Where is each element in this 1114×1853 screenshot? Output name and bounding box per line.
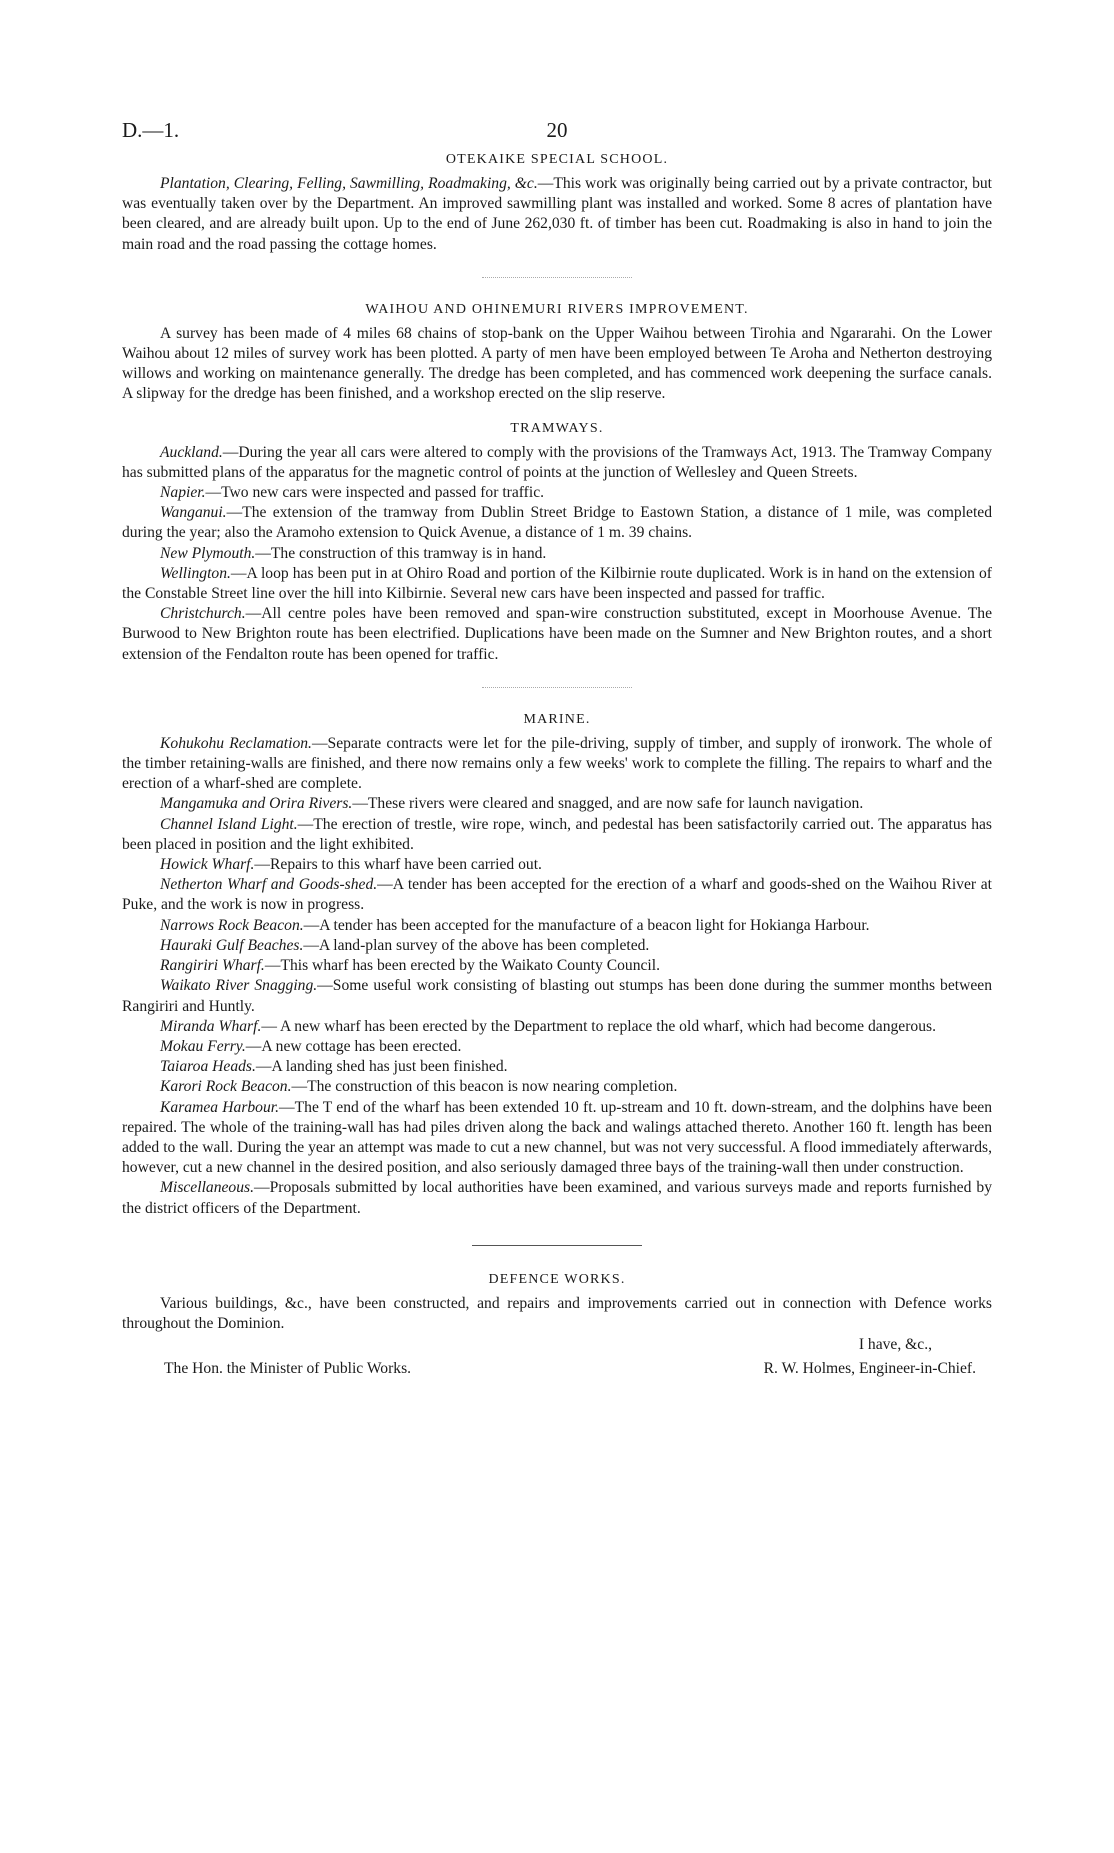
document-reference: D.—1. [122, 118, 180, 142]
paragraph-text: —This wharf has been erected by the Waikato County Council. [264, 957, 660, 975]
paragraph [122, 174, 992, 255]
paragraph-lead: Karamea Harbour. [160, 1098, 280, 1116]
paragraph-netherton [122, 875, 992, 915]
paragraph: Various buildings, &c., have been constructed, and repairs and improvements carried out in connection with Defence works throughout the Dominion. [122, 1294, 992, 1332]
signatory: R. W. Holmes, Engineer-in-Chief. [763, 1360, 976, 1378]
paragraph-text: —Two new cars were inspected and passed for traffic. [205, 484, 545, 502]
paragraph-text: —The extension of the tramway from Dublin Street Bridge to Eastown Station, a distance of 1 mile, was completed during the year; also the Aramoho extension to Quick Avenue, a distance of 1 m. 39 chains. [122, 504, 992, 542]
paragraph-lead: Karori Rock Beacon. [160, 1078, 292, 1096]
paragraph-text: —These rivers were cleared and snagged, and are now safe for launch navigation. [352, 795, 864, 813]
paragraph-rangiriri [122, 956, 992, 976]
paragraph-miscellaneous [122, 1178, 992, 1218]
paragraph-lead: Miscellaneous. [160, 1179, 254, 1197]
paragraph-lead: Napier. [160, 484, 206, 502]
paragraph-waikato [122, 976, 992, 1016]
paragraph-lead: Mangamuka and Orira Rivers. [160, 795, 353, 813]
paragraph-taiaroa [122, 1057, 992, 1077]
paragraph-lead: New Plymouth. [160, 544, 256, 562]
paragraph-text: —The T end of the wharf has been extended 10 ft. up-stream and 10 ft. down-stream, and the dolphins have been repaired. The whole of the training-wall has had piles driven along the back and walings attached thereto. Another 160 ft. length has been added to the wall. During the year an attempt was made to cut a new channel, but was not very successful. A flood immediately afterwards, however, cut a new channel in the desired position, and also seriously damaged three bays of the training-wall then under construction. [122, 1098, 993, 1177]
document-page [122, 118, 992, 1382]
paragraph-lead: Wanganui. [160, 504, 227, 522]
paragraph-text: —The construction of this beacon is now nearing completion. [291, 1078, 678, 1096]
paragraph-text: —Some useful work consisting of blasting out stumps has been done during the summer months between Rangiriri and Huntly. [122, 977, 992, 1015]
paragraph-napier [122, 483, 992, 503]
section-divider [472, 1245, 642, 1246]
paragraph-lead: Hauraki Gulf Beaches. [160, 936, 304, 954]
paragraph-lead: Mokau Ferry. [160, 1037, 246, 1055]
section-title: WAIHOU AND OHINEMURI RIVERS IMPROVEMENT. [365, 301, 749, 317]
paragraph-narrows [122, 916, 992, 936]
paragraph-wellington [122, 564, 992, 604]
section-divider [482, 277, 632, 278]
section-defence [122, 1272, 992, 1334]
paragraph-text: —A tender has been accepted for the erection of a wharf and goods-shed on the Waihou River at Puke, and the work is now in progress. [122, 876, 992, 914]
section-title: TRAMWAYS. [510, 420, 604, 436]
paragraph-mangamuka [122, 794, 992, 814]
paragraph-lead: Kohukohu Reclamation. [160, 734, 312, 752]
paragraph-auckland [122, 443, 992, 483]
paragraph-kohukohu [122, 734, 992, 795]
paragraph-text: —The construction of this tramway is in hand. [255, 544, 547, 562]
closing-block [122, 1336, 992, 1382]
paragraph-new-plymouth [122, 544, 992, 564]
paragraph-text: —The erection of trestle, wire rope, winch, and pedestal has been satisfactorily carried out. The apparatus has been placed in position and the light exhibited. [122, 815, 992, 853]
paragraph-lead: Rangiriri Wharf. [160, 957, 265, 975]
paragraph-text: —A landing shed has just been finished. [255, 1058, 508, 1076]
paragraph-lead: Channel Island Light. [160, 815, 298, 833]
paragraph-text: —Proposals submitted by local authorities have been examined, and various surveys made and reports furnished by the district officers of the Department. [122, 1179, 992, 1217]
paragraph-lead: Taiaroa Heads. [160, 1058, 256, 1076]
paragraph-text: —This work was originally being carried out by a private contractor, but was eventually taken over by the Department. An improved sawmilling plant was installed and worked. Some 8 acres of plantation have been cleared, and are already built upon. Up to the end of June 262,030 ft. of timber has been cut. Roadmaking is also in hand to join the main road and the road passing the cottage homes. [122, 175, 992, 253]
paragraph-lead: Narrows Rock Beacon. [160, 916, 304, 934]
section-marine [122, 712, 992, 1219]
paragraph-lead: Miranda Wharf. [160, 1017, 262, 1035]
page-header [122, 118, 992, 152]
paragraph-lead: Auckland. [160, 443, 223, 461]
paragraph-mokau [122, 1037, 992, 1057]
paragraph-hauraki [122, 936, 992, 956]
paragraph-text: —A loop has been put in at Ohiro Road and portion of the Kilbirnie route duplicated. Work is in hand on the extension of the Constable Street line over the hill into Kilbirnie. Several new cars have been inspected and passed for traffic. [122, 564, 992, 603]
paragraph-text: —All centre poles have been removed and span-wire construction substituted, except in Moorhouse Avenue. The Burwood to New Brighton route has been electrified. Duplications have been made on the Sumner and New Brighton routes, and a short extension of the Fendalton route has been opened for traffic. [122, 605, 992, 663]
paragraph-lead: Howick Wharf. [160, 856, 255, 874]
paragraph-lead: Waikato River Snagging. [160, 977, 318, 995]
paragraph: A survey has been made of 4 miles 68 chains of stop-bank on the Upper Waihou between Tirohia and Ngararahi. On the Lower Waihou about 12 miles of survey work has been plotted. A party of men have been employed between Te Aroha and Netherton destroying willows and working on maintenance generally. The dredge has been completed, and has commenced work deepening the surface canals. A slipway for the dredge has been finished, and a workshop erected on the slip reserve. [122, 324, 992, 403]
section-waihou [122, 302, 992, 405]
paragraph-text: —Repairs to this wharf have been carried out. [254, 856, 542, 874]
section-title: DEFENCE WORKS. [488, 1271, 626, 1287]
paragraph-channel-island [122, 815, 992, 855]
paragraph-text: —A land-plan survey of the above has been completed. [303, 936, 650, 954]
section-otekaike [122, 152, 992, 255]
paragraph-text: —Separate contracts were let for the pile-driving, supply of timber, and supply of ironwork. The whole of the timber retaining-walls are finished, and there now remains only a few weeks' work to complete the filling. The repairs to wharf and the erection of a wharf-shed are complete. [122, 734, 993, 793]
paragraph-karamea [122, 1098, 992, 1179]
paragraph-karori [122, 1077, 992, 1097]
page-number: 20 [546, 118, 568, 142]
paragraph-lead: Wellington. [160, 564, 231, 582]
paragraph-lead: Netherton Wharf and Goods-shed. [160, 876, 378, 894]
paragraph-text: —During the year all cars were altered to comply with the provisions of the Tramways Act, 1913. The Tramway Company has submitted plans of the apparatus for the magnetic control of points at the junction of Wellesley and Queen Streets. [122, 443, 992, 481]
section-title: MARINE. [523, 711, 591, 727]
paragraph-text: — A new wharf has been erected by the Department to replace the old wharf, which had become dangerous. [261, 1017, 936, 1035]
paragraph-lead: Plantation, Clearing, Felling, Sawmilling, Roadmaking, &c. [160, 175, 538, 192]
paragraph-howick [122, 855, 992, 875]
section-divider [482, 687, 632, 688]
section-tramways [122, 421, 992, 665]
paragraph-wanganui [122, 503, 992, 543]
paragraph-miranda [122, 1017, 992, 1037]
paragraph-text: —A tender has been accepted for the manufacture of a beacon light for Hokianga Harbour. [303, 916, 870, 934]
salutation: I have, &c., [858, 1336, 932, 1354]
addressee: The Hon. the Minister of Public Works. [164, 1360, 412, 1378]
section-title: OTEKAIKE SPECIAL SCHOOL. [445, 152, 669, 167]
paragraph-lead: Christchurch. [160, 605, 246, 623]
paragraph-christchurch [122, 604, 992, 665]
paragraph-text: —A new cottage has been erected. [245, 1037, 462, 1055]
